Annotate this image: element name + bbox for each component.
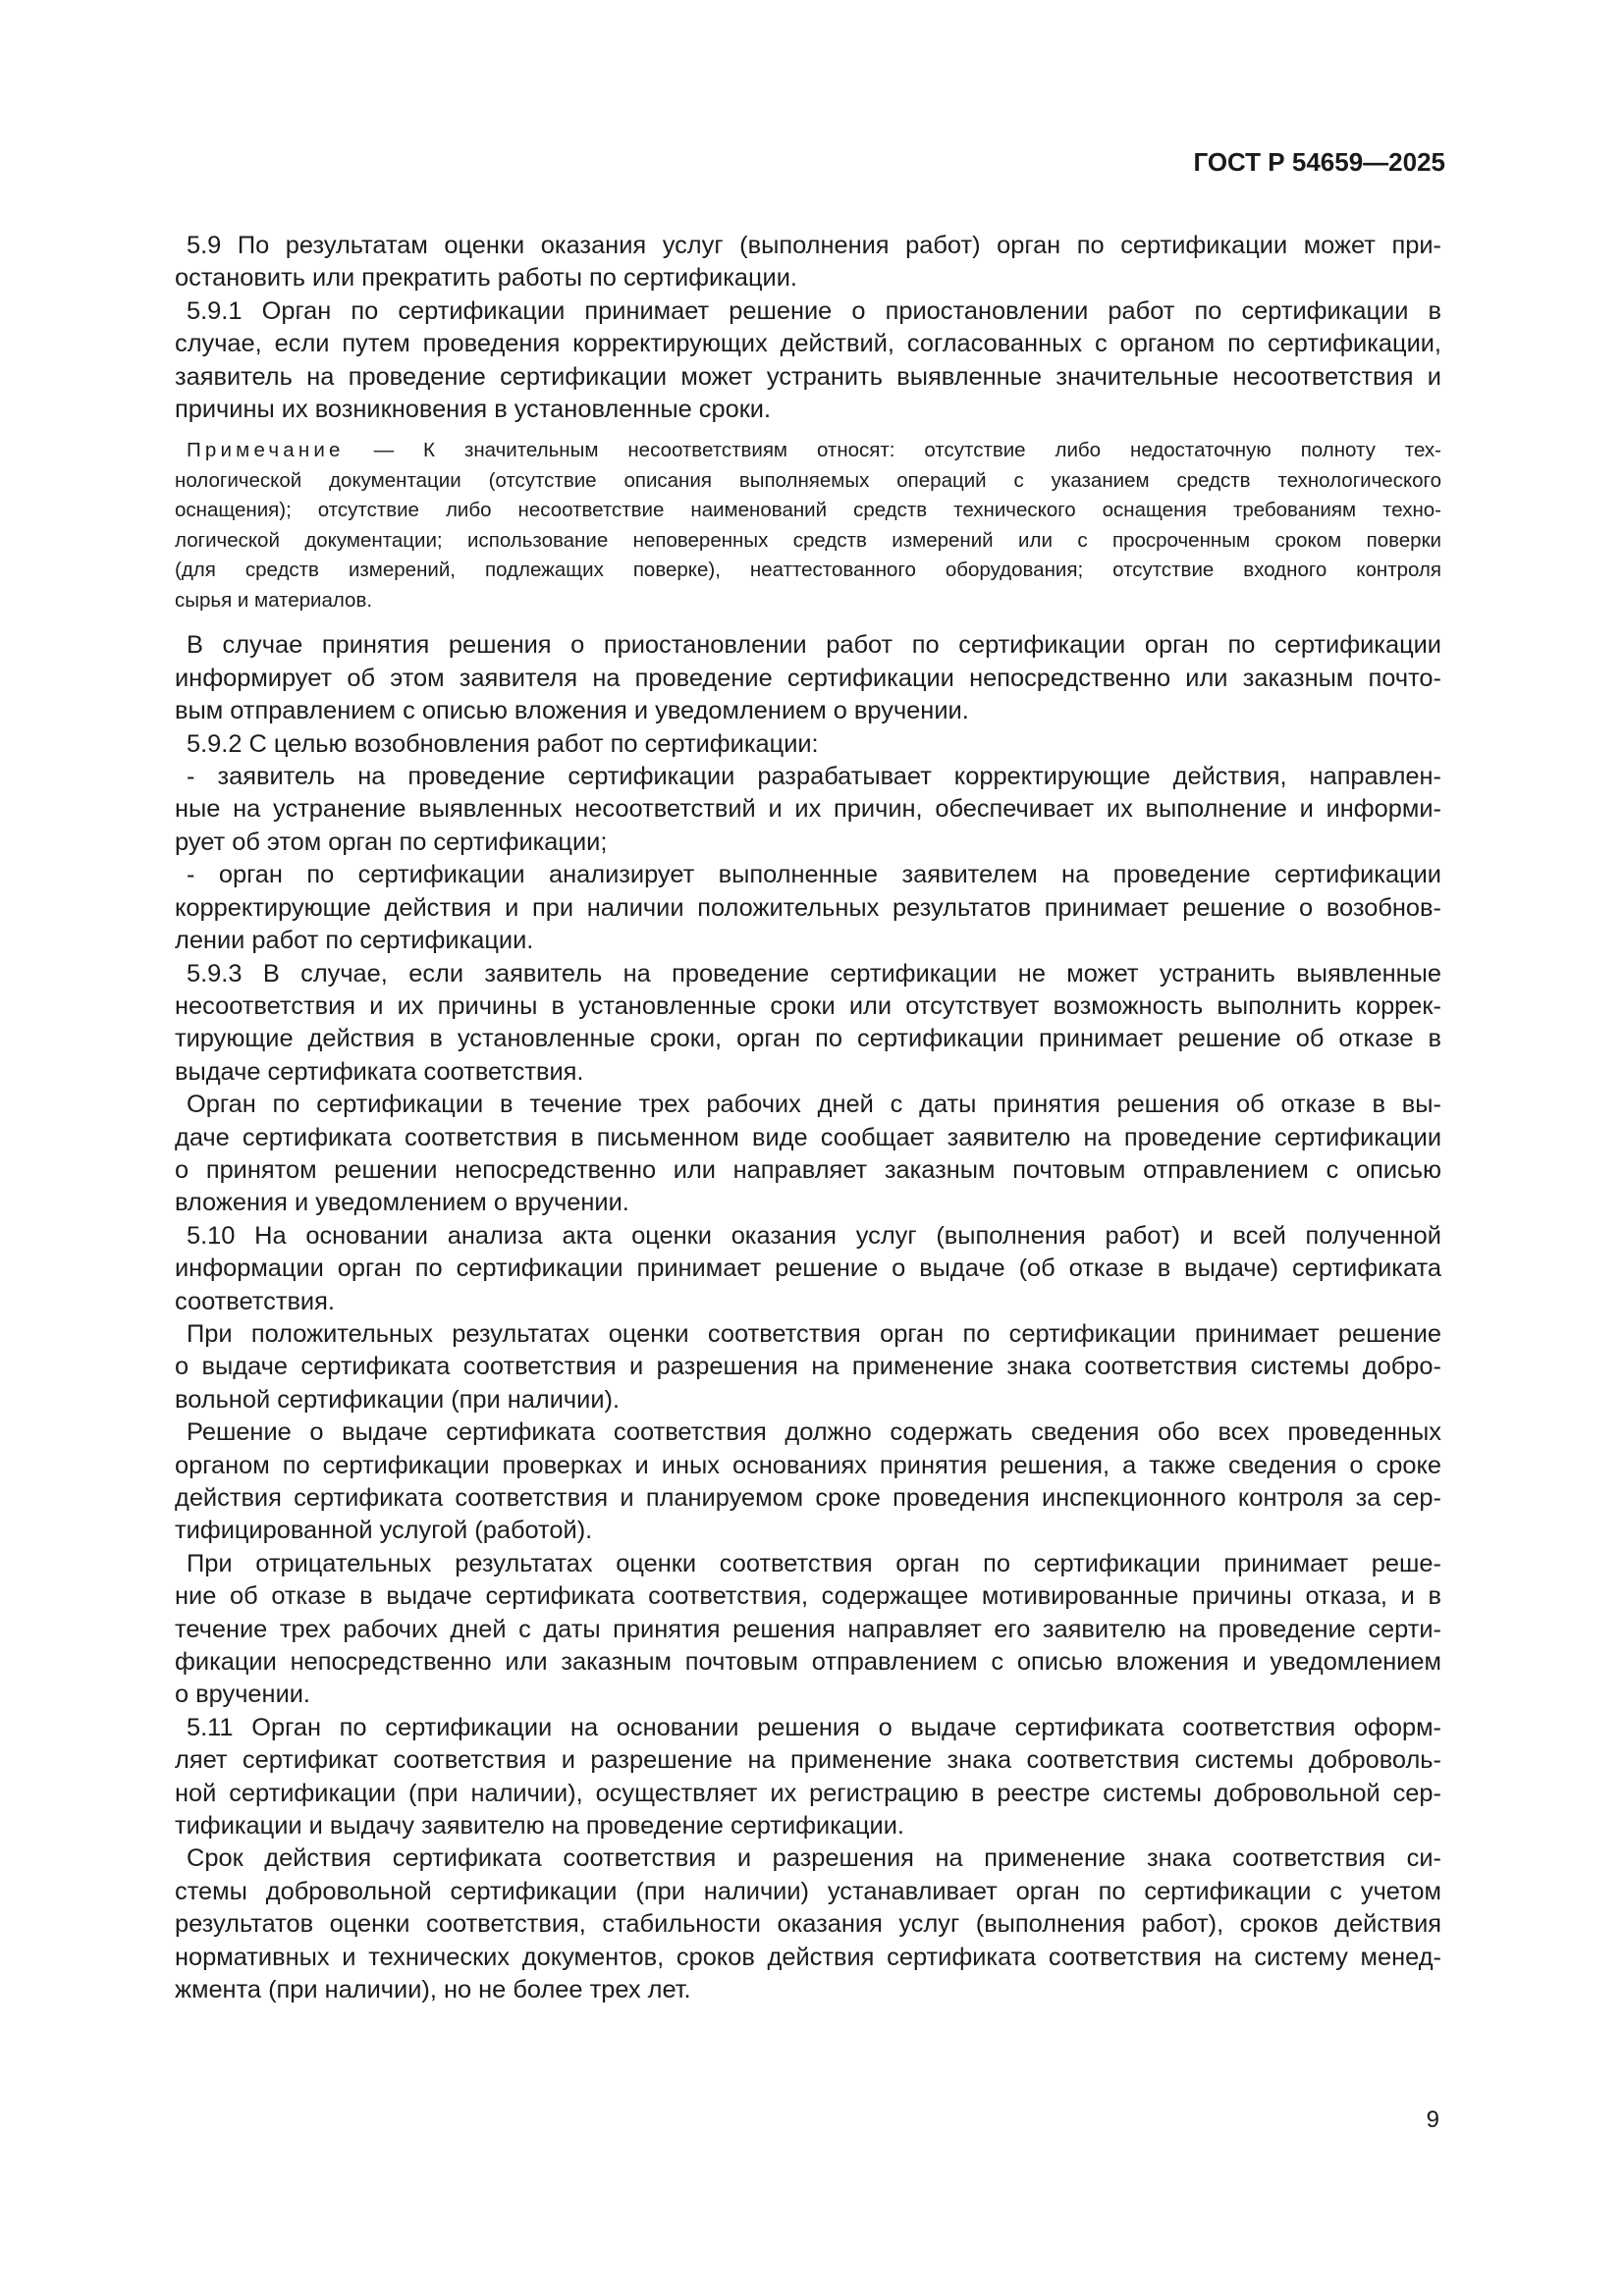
text-line: тирующие действия в установленные сроки, орган по сертификации принимает решение об отказе в <box>175 1025 1441 1053</box>
text-line: жмента (при наличии), но не более трех лет. <box>175 1976 691 2004</box>
text-line: Срок действия сертификата соответствия и разрешения на применение знака соответствия си- <box>187 1844 1441 1873</box>
body-paragraph <box>175 1842 1441 2006</box>
text-line: органом по сертификации проверках и иных основаниях принятия решения, а также сведения о сроке <box>175 1451 1441 1479</box>
text-line: При отрицательных результатах оценки соответствия орган по сертификации принимает реше- <box>187 1549 1441 1577</box>
text-line: тификации и выдачу заявителю на проведение сертификации. <box>175 1812 904 1841</box>
text-line: тифицированной услугой (работой). <box>175 1517 593 1545</box>
text-line: Решение о выдаче сертификата соответствия должно содержать сведения обо всех проведенных <box>187 1418 1441 1447</box>
body-paragraph <box>175 1318 1441 1416</box>
body-paragraph <box>175 1089 1441 1220</box>
text-line: нормативных и технических документов, сроков действия сертификата соответствия на систему менед- <box>175 1943 1441 1971</box>
text-line: остановить или прекратить работы по сертификации. <box>175 264 797 293</box>
text-line: заявитель на проведение сертификации может устранить выявленные значительные несоответствия и <box>175 362 1441 391</box>
text-line: 5.9.2 С целью возобновления работ по сертификации: <box>187 729 819 758</box>
text-line: Орган по сертификации в течение трех рабочих дней с даты принятия решения об отказе в вы- <box>187 1091 1441 1119</box>
text-line: 5.9 По результатам оценки оказания услуг (выполнения работ) орган по сертификации может при- <box>187 232 1441 259</box>
text-line: При положительных результатах оценки соответствия орган по сертификации принимает решение <box>187 1319 1441 1348</box>
text-line: рует об этом орган по сертификации; <box>175 828 608 856</box>
text-line: ние об отказе в выдаче сертификата соответствия, содержащее мотивированные причины отказа, и в <box>175 1582 1441 1611</box>
text-line: ной сертификации (при наличии), осуществляет их регистрацию в реестре системы добровольной сер- <box>175 1779 1441 1807</box>
text-line: о принятом решении непосредственно или направляет заказным почтовым отправлением с описью <box>175 1155 1441 1184</box>
document-header-id: ГОСТ Р 54659—2025 <box>1193 147 1445 177</box>
text-line: даче сертификата соответствия в письменном виде сообщает заявителю на проведение сертификации <box>175 1123 1441 1151</box>
text-line: несоответствия и их причины в установленные сроки или отсутствует возможность выполнить коррек- <box>175 991 1441 1020</box>
text-line: причины их возникновения в установленные сроки. <box>175 396 772 424</box>
body-paragraph <box>175 761 1441 859</box>
text-line: 5.11 Орган по сертификации на основании решения о выдаче сертификата соответствия оформ- <box>187 1713 1441 1741</box>
text-line: 5.10 На основании анализа акта оценки оказания услуг (выполнения работ) и всей полученной <box>187 1221 1441 1250</box>
body-paragraph <box>175 1548 1441 1712</box>
text-line: вольной сертификации (при наличии). <box>175 1385 621 1414</box>
text-line: - орган по сертификации анализирует выполненные заявителем на проведение сертификации <box>187 861 1441 889</box>
body-paragraph <box>175 1220 1441 1318</box>
text-line: сырья и материалов. <box>175 588 373 612</box>
body-paragraph <box>175 1416 1441 1548</box>
body-paragraph <box>175 958 1441 1090</box>
text-line: информирует об этом заявителя на проведение сертификации непосредственно или заказным почто- <box>175 664 1441 692</box>
text-line: логической документации; использование неповеренных средств измерений или с просроченным сроком поверки <box>175 528 1441 552</box>
text-line: корректирующие действия и при наличии положительных результатов принимает решение о возобнов- <box>175 893 1441 922</box>
text-line: В случае принятия решения о приостановлении работ по сертификации орган по сертификации <box>187 631 1441 660</box>
note-text: — К значительным несоответствиям относят: отсутствие либо недостаточную полноту тех- <box>344 439 1441 462</box>
text-line: оснащения); отсутствие либо несоответствие наименований средств технического оснащения требованиям техно- <box>175 499 1441 522</box>
document-body <box>175 230 1441 2007</box>
body-paragraph <box>175 1712 1441 1843</box>
text-line: (для средств измерений, подлежащих поверке), неаттестованного оборудования; отсутствие входного контроля <box>175 559 1441 582</box>
note-label: Примечание <box>187 439 345 462</box>
text-line: нологической документации (отсутствие описания выполняемых операций с указанием средств технологического <box>175 468 1441 492</box>
body-paragraph <box>175 859 1441 957</box>
text-line: действия сертификата соответствия и планируемом сроке проведения инспекционного контроля за сер- <box>175 1484 1441 1512</box>
page-number: 9 <box>1426 2107 1439 2133</box>
text-line: 5.9.3 В случае, если заявитель на проведение сертификации не может устранить выявленные <box>187 959 1441 988</box>
body-paragraph <box>175 230 1441 295</box>
body-paragraph <box>175 728 1441 761</box>
text-line: ные на устранение выявленных несоответствий и их причин, обеспечивает их выполнение и информи- <box>175 795 1441 824</box>
text-line: лении работ по сертификации. <box>175 927 534 955</box>
text-line: соответствия. <box>175 1287 335 1315</box>
text-line: о вручении. <box>175 1681 310 1709</box>
text-line: течение трех рабочих дней с даты принятия решения направляет его заявителю на проведение серти- <box>175 1615 1441 1643</box>
note-paragraph <box>175 436 1441 615</box>
text-line: вложения и уведомлением о вручении. <box>175 1189 629 1217</box>
text-line <box>175 436 1441 466</box>
text-line: 5.9.1 Орган по сертификации принимает решение о приостановлении работ по сертификации в <box>187 296 1441 325</box>
text-line: ляет сертификат соответствия и разрешение на применение знака соответствия системы доброволь- <box>175 1746 1441 1775</box>
text-line: случае, если путем проведения корректирующих действий, согласованных с органом по сертификации, <box>175 330 1441 358</box>
text-line: стемы добровольной сертификации (при наличии) устанавливает орган по сертификации с учетом <box>175 1877 1441 1905</box>
body-paragraph <box>175 295 1441 427</box>
body-paragraph <box>175 629 1441 727</box>
text-line: - заявитель на проведение сертификации разрабатывает корректирующие действия, направлен- <box>187 763 1441 791</box>
text-line: результатов оценки соответствия, стабильности оказания услуг (выполнения работ), сроков действия <box>175 1910 1441 1939</box>
text-line: фикации непосредственно или заказным почтовым отправлением с описью вложения и уведомлением <box>175 1648 1441 1677</box>
text-line: о выдаче сертификата соответствия и разрешения на применение знака соответствия системы добро- <box>175 1353 1441 1381</box>
text-line: выдаче сертификата соответствия. <box>175 1057 584 1086</box>
text-line: вым отправлением с описью вложения и уведомлением о вручении. <box>175 697 969 725</box>
text-line: информации орган по сертификации принимает решение о выдаче (об отказе в выдаче) сертификата <box>175 1255 1441 1283</box>
